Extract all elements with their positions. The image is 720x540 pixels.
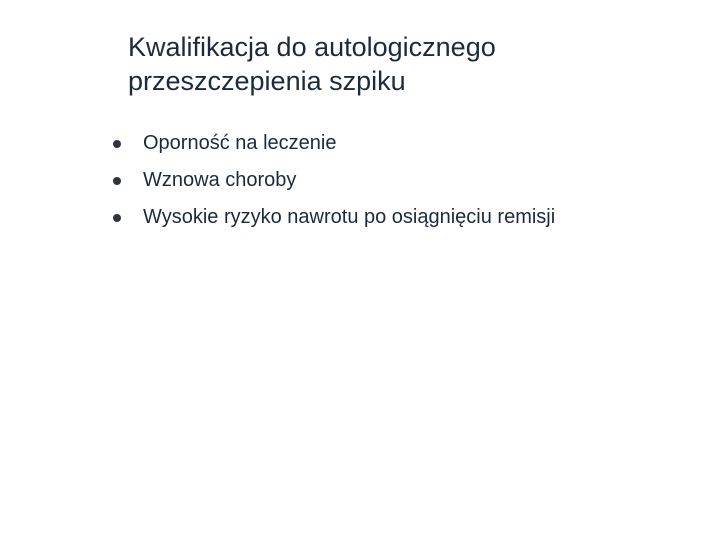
bullet-list	[113, 129, 555, 240]
bullet-item	[113, 203, 555, 240]
bullet-text: Oporność na leczenie	[143, 132, 337, 154]
bullet-item	[113, 129, 555, 166]
bullet-text: Wysokie ryzyko nawrotu po osiągnięciu remisji	[143, 206, 556, 228]
bullet-dot-icon	[113, 214, 121, 222]
bullet-dot-icon	[113, 140, 121, 148]
slide-title	[128, 30, 648, 98]
bullet-dot-icon	[113, 177, 121, 185]
slide-title-line-2: przeszczepienia szpiku	[128, 66, 406, 96]
bullet-text: Wznowa choroby	[143, 169, 297, 191]
slide-title-line-1: Kwalifikacja do autologicznego	[128, 32, 496, 62]
bullet-item	[113, 166, 555, 203]
